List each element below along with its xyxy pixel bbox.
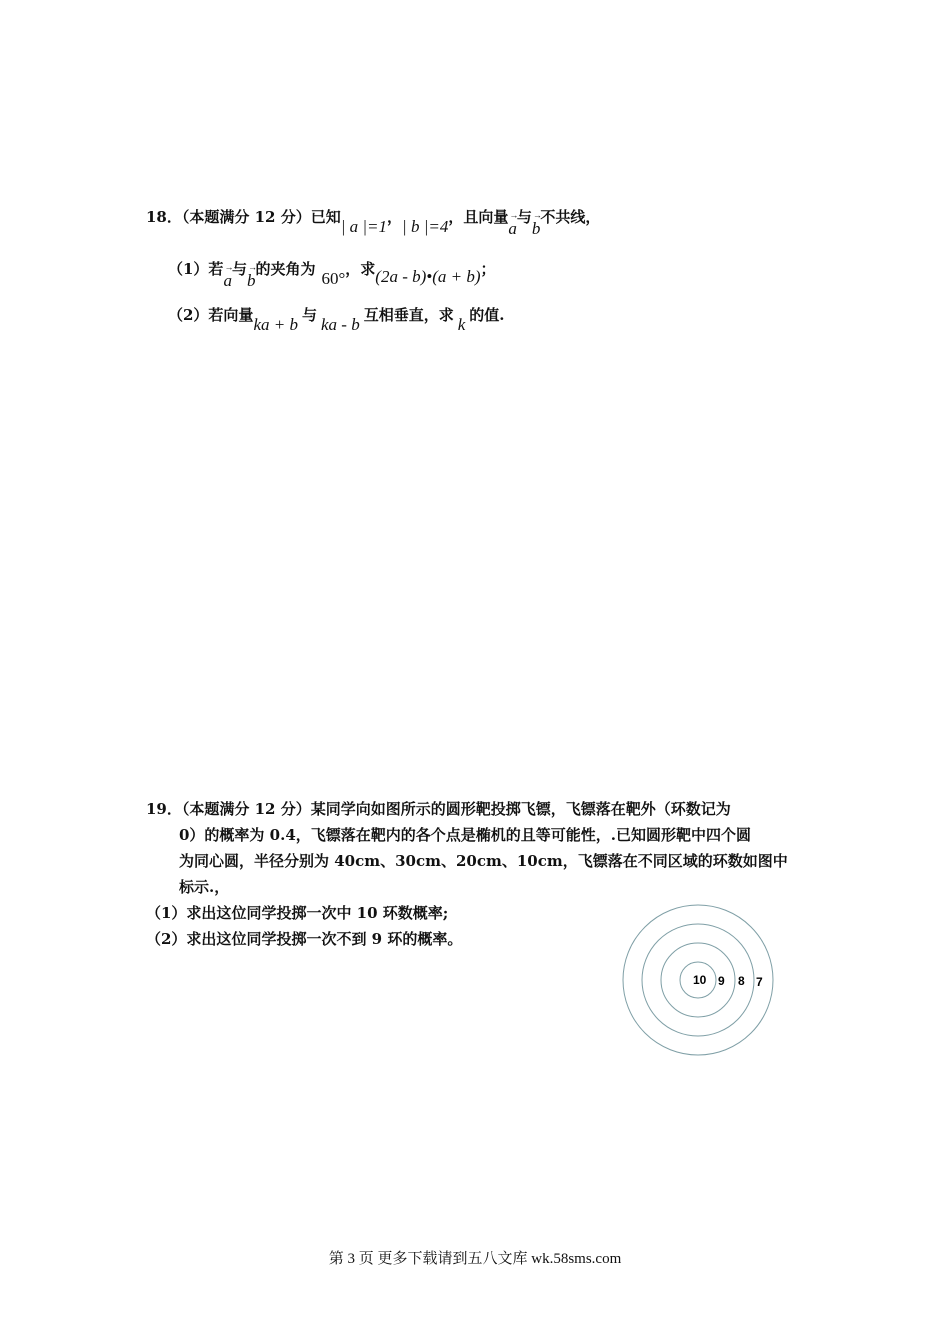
q18-part2-perp: 互相垂直，求 — [363, 306, 454, 324]
q18-line1 — [146, 206, 601, 238]
q18-part2-expr2: ka - b — [321, 315, 360, 334]
q18-part2-with: 与 — [301, 306, 317, 324]
q18-part1 — [168, 258, 496, 290]
q19-number: 19． — [146, 800, 182, 818]
page-footer: 第 3 页 更多下载请到五八文库 wk.58sms.com — [328, 1251, 622, 1267]
q18-intro: （本题满分 12 分）已知 — [181, 208, 341, 226]
q19-part1: （1）求出这位同学投掷一次中 10 环数概率; — [146, 904, 449, 922]
q19-line2: 0）的概率为 0.4，飞镖落在靶内的各个点是椭机的且等可能性，.已知圆形靶中四个圆 — [179, 826, 751, 844]
q18-part2 — [168, 304, 505, 334]
target-figure — [613, 895, 783, 1065]
target-label-10: 10 — [693, 973, 707, 987]
q18-with: 与 — [516, 208, 532, 226]
q18-number: 18． — [146, 208, 182, 226]
q18-part1-with: 与 — [231, 260, 247, 278]
q18-part2-k: k — [457, 315, 466, 334]
q18-part1-ask: ，求 — [345, 260, 376, 278]
q18-part2-end: 的值. — [469, 306, 505, 324]
q19-part2: （2）求出这位同学投掷一次不到 9 环的概率。 — [146, 930, 463, 948]
q18-part1-end: ； — [480, 260, 496, 278]
q18-part1-angle-text: 的夹角为 — [255, 260, 316, 278]
q18-cond-a: | a |=1 — [340, 217, 388, 236]
target-label-9: 9 — [718, 974, 725, 988]
q19-line1 — [146, 796, 731, 822]
q18-part2-label: （2）若向量 — [168, 306, 254, 324]
q19-line4: 标示.， — [179, 878, 230, 896]
q18-vector-a: → a — [508, 219, 517, 239]
q18-part1-vector-b: → b — [247, 271, 256, 291]
q18-sep: ， — [387, 208, 403, 226]
q18-noncollinear: 不共线， — [540, 208, 601, 226]
q18-part1-angle: 60° — [321, 269, 346, 288]
q18-intro-suffix: ，且向量 — [448, 208, 509, 226]
target-label-8: 8 — [738, 974, 745, 988]
q19-line3: 为同心圆，半径分别为 40cm、30cm、20cm、10cm，飞镖落在不同区域的环数如图中 — [179, 852, 788, 870]
q18-cond-b: | b |=4 — [402, 217, 449, 236]
target-label-7: 7 — [756, 975, 763, 989]
q18-part1-label: （1）若 — [168, 260, 224, 278]
q19-text-1: （本题满分 12 分）某同学向如图所示的圆形靶投掷飞镖，飞镖落在靶外（环数记为 — [181, 800, 731, 818]
q18-part2-expr1: ka + b — [253, 315, 298, 334]
q18-part1-vector-a: → a — [223, 271, 232, 291]
q18-part1-expr: (2a - b)•(a + b) — [375, 267, 481, 286]
q18-vector-b: → b — [532, 219, 541, 239]
